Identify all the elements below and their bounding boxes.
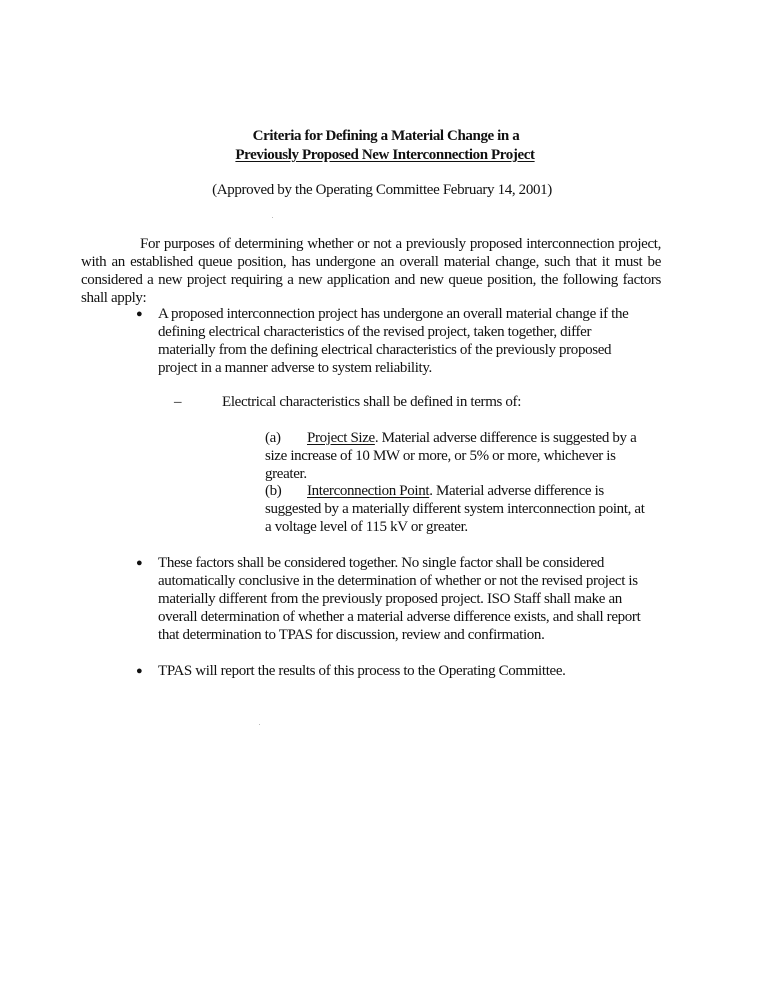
criterion-label: (a) xyxy=(265,430,281,446)
criterion-interconnection-point xyxy=(265,482,645,536)
approval-note: (Approved by the Operating Committee February 14, 2001) xyxy=(212,182,552,198)
electrical-characteristics-intro: Electrical characteristics shall be defined in terms of: xyxy=(222,394,522,410)
bullet-icon: ● xyxy=(136,557,143,569)
criterion-label: (b) xyxy=(265,483,282,499)
bullet-icon: ● xyxy=(136,665,143,677)
bullet-icon: ● xyxy=(136,308,143,320)
title-line-2: Previously Proposed New Interconnection Project xyxy=(235,147,535,163)
criterion-heading: Interconnection Point xyxy=(307,483,430,499)
criterion-text: . Material adverse difference is suggested by a materially different system interconnection point, at a voltage level of 115 kV or greater. xyxy=(265,483,645,535)
scan-speck xyxy=(259,724,260,725)
bullet-item-material-change: A proposed interconnection project has undergone an overall material change if the defining electrical characteristics of the revised project, taken together, differ materially from the defining electrical characteristics of the previously proposed project in a manner adverse to system reliability. xyxy=(158,306,629,376)
intro-paragraph: For purposes of determining whether or not a previously proposed interconnection project, with an established queue position, has undergone an overall material change, such that it must be considered a new project requiring a new application and new queue position, the following factors shall apply: xyxy=(81,236,661,306)
document-title xyxy=(0,127,772,165)
title-line-1: Criteria for Defining a Material Change in a xyxy=(252,128,520,144)
bullet-item-factors-together: These factors shall be considered together. No single factor shall be considered automatically conclusive in the determination of whether or not the revised project is materially different from the previously proposed project. ISO Staff shall make an overall determination of whether a material adverse difference exists, and shall report that determination to TPAS for discussion, review and confirmation. xyxy=(158,555,641,643)
dash-marker: – xyxy=(174,394,182,410)
scan-speck xyxy=(272,217,273,218)
criterion-project-size xyxy=(265,429,645,483)
criterion-text: . Material adverse difference is suggested by a size increase of 10 MW or more, or 5% or more, whichever is greater. xyxy=(265,430,637,482)
bullet-item-tpas-report: TPAS will report the results of this process to the Operating Committee. xyxy=(158,663,566,679)
criterion-heading: Project Size xyxy=(307,430,375,446)
